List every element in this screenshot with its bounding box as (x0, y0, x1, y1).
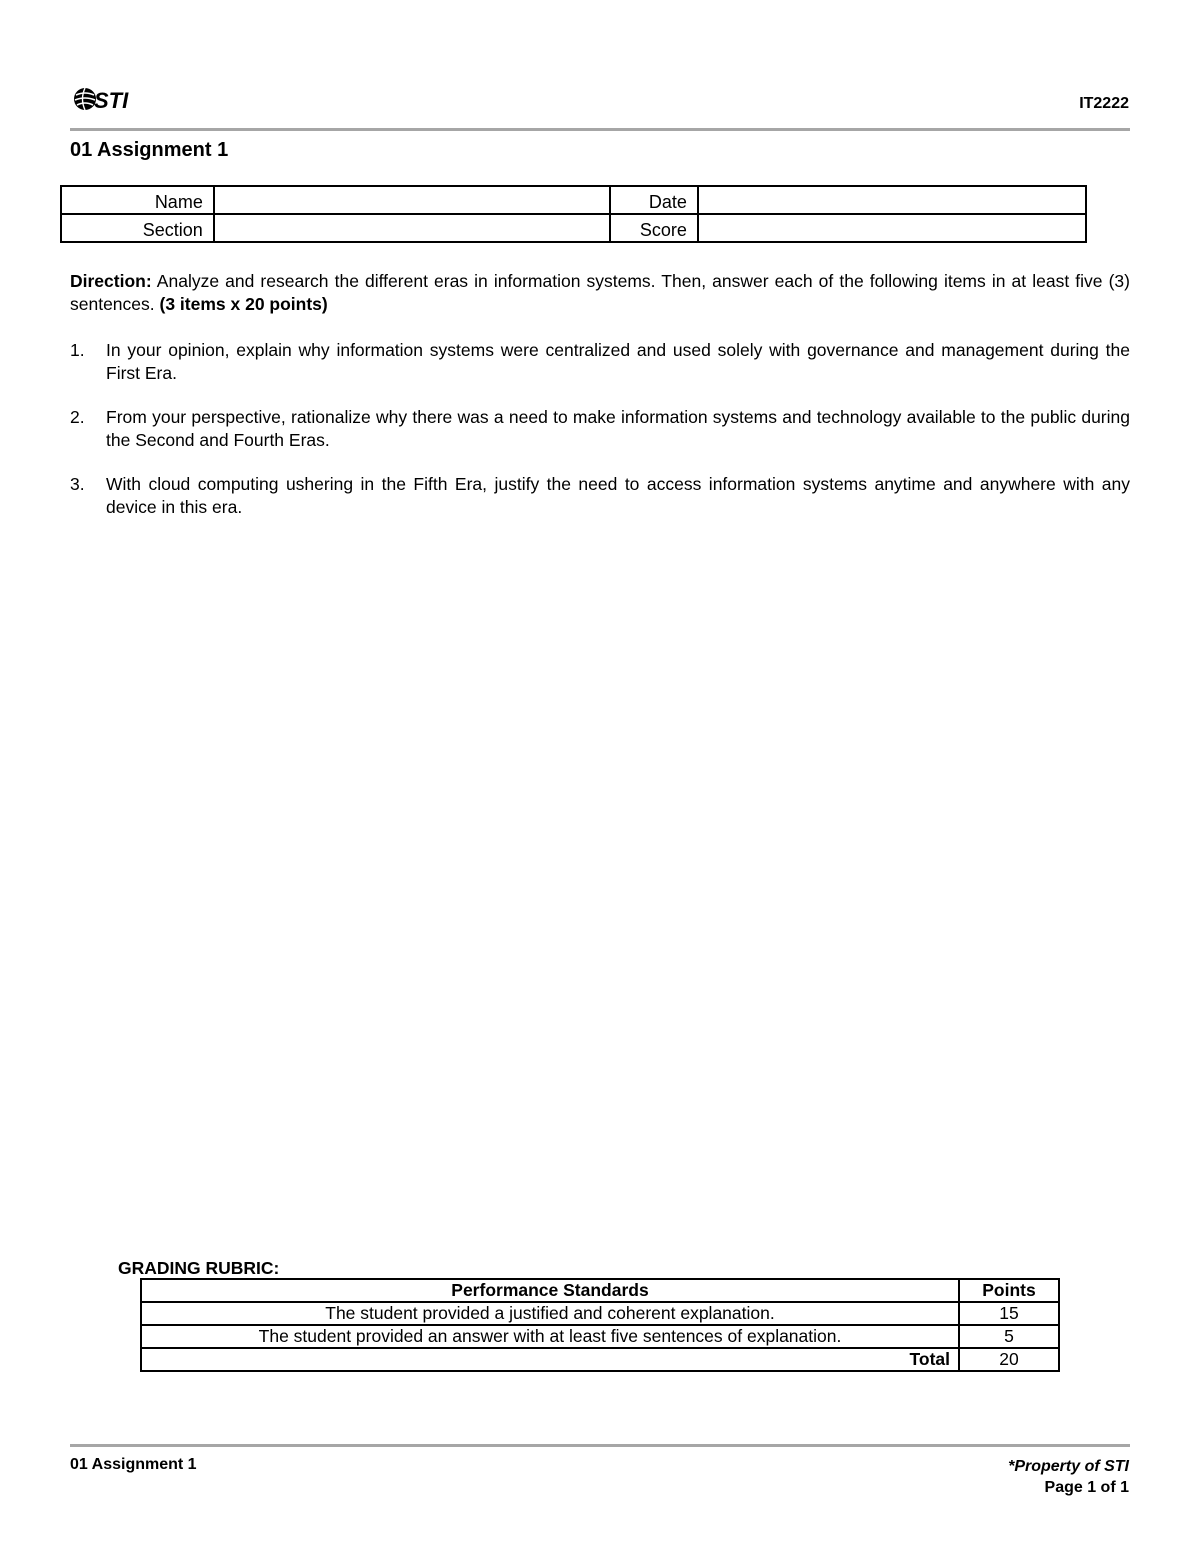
date-label: Date (610, 186, 698, 214)
table-row (141, 1325, 1059, 1348)
direction-label: Direction: (70, 271, 152, 291)
header-divider (70, 128, 1130, 131)
section-label: Section (61, 214, 214, 242)
total-value: 20 (959, 1348, 1059, 1371)
footer-right (1008, 1456, 1129, 1498)
footer-title: 01 Assignment 1 (70, 1456, 197, 1473)
table-row (141, 1302, 1059, 1325)
section-field[interactable] (214, 214, 610, 242)
item-number: 2. (70, 407, 85, 427)
question-list (70, 339, 1130, 540)
list-item (70, 406, 1130, 452)
svg-text:STI: STI (94, 88, 129, 113)
direction-points: (3 items x 20 points) (159, 294, 328, 314)
property-notice: *Property of STI (1008, 1458, 1129, 1475)
name-label: Name (61, 186, 214, 214)
points-cell: 5 (959, 1325, 1059, 1348)
score-label: Score (610, 214, 698, 242)
name-field[interactable] (214, 186, 610, 214)
score-field[interactable] (698, 214, 1086, 242)
item-text: With cloud computing ushering in the Fifth Era, justify the need to access information systems anytime and anywhere with any device in this era. (106, 474, 1130, 517)
student-info-table (60, 185, 1087, 243)
globe-icon (74, 88, 96, 110)
direction-text: Analyze and research the different eras in information systems. Then, answer each of the following items in at least five (3) sentences. (70, 271, 1130, 314)
item-number: 1. (70, 340, 85, 360)
date-field[interactable] (698, 186, 1086, 214)
total-label: Total (141, 1348, 959, 1371)
sti-logo (72, 84, 142, 114)
grading-rubric-table (140, 1278, 1060, 1372)
rubric-title: GRADING RUBRIC: (118, 1258, 280, 1278)
course-code: IT2222 (1079, 95, 1129, 112)
col-header-points: Points (959, 1279, 1059, 1302)
page-title: 01 Assignment 1 (70, 139, 229, 161)
direction-paragraph (70, 270, 1130, 316)
table-header-row (141, 1279, 1059, 1302)
table-row (61, 214, 1086, 242)
points-cell: 15 (959, 1302, 1059, 1325)
standard-cell: The student provided an answer with at least five sentences of explanation. (141, 1325, 959, 1348)
footer-divider (70, 1444, 1130, 1447)
standard-cell: The student provided a justified and coherent explanation. (141, 1302, 959, 1325)
item-text: In your opinion, explain why information systems were centralized and used solely with governance and management during the First Era. (106, 340, 1130, 383)
table-total-row (141, 1348, 1059, 1371)
list-item (70, 339, 1130, 385)
page-number: Page 1 of 1 (1044, 1479, 1129, 1496)
list-item (70, 473, 1130, 519)
item-text: From your perspective, rationalize why there was a need to make information systems and technology available to the public during the Second and Fourth Eras. (106, 407, 1130, 450)
col-header-standards: Performance Standards (141, 1279, 959, 1302)
table-row (61, 186, 1086, 214)
item-number: 3. (70, 474, 85, 494)
